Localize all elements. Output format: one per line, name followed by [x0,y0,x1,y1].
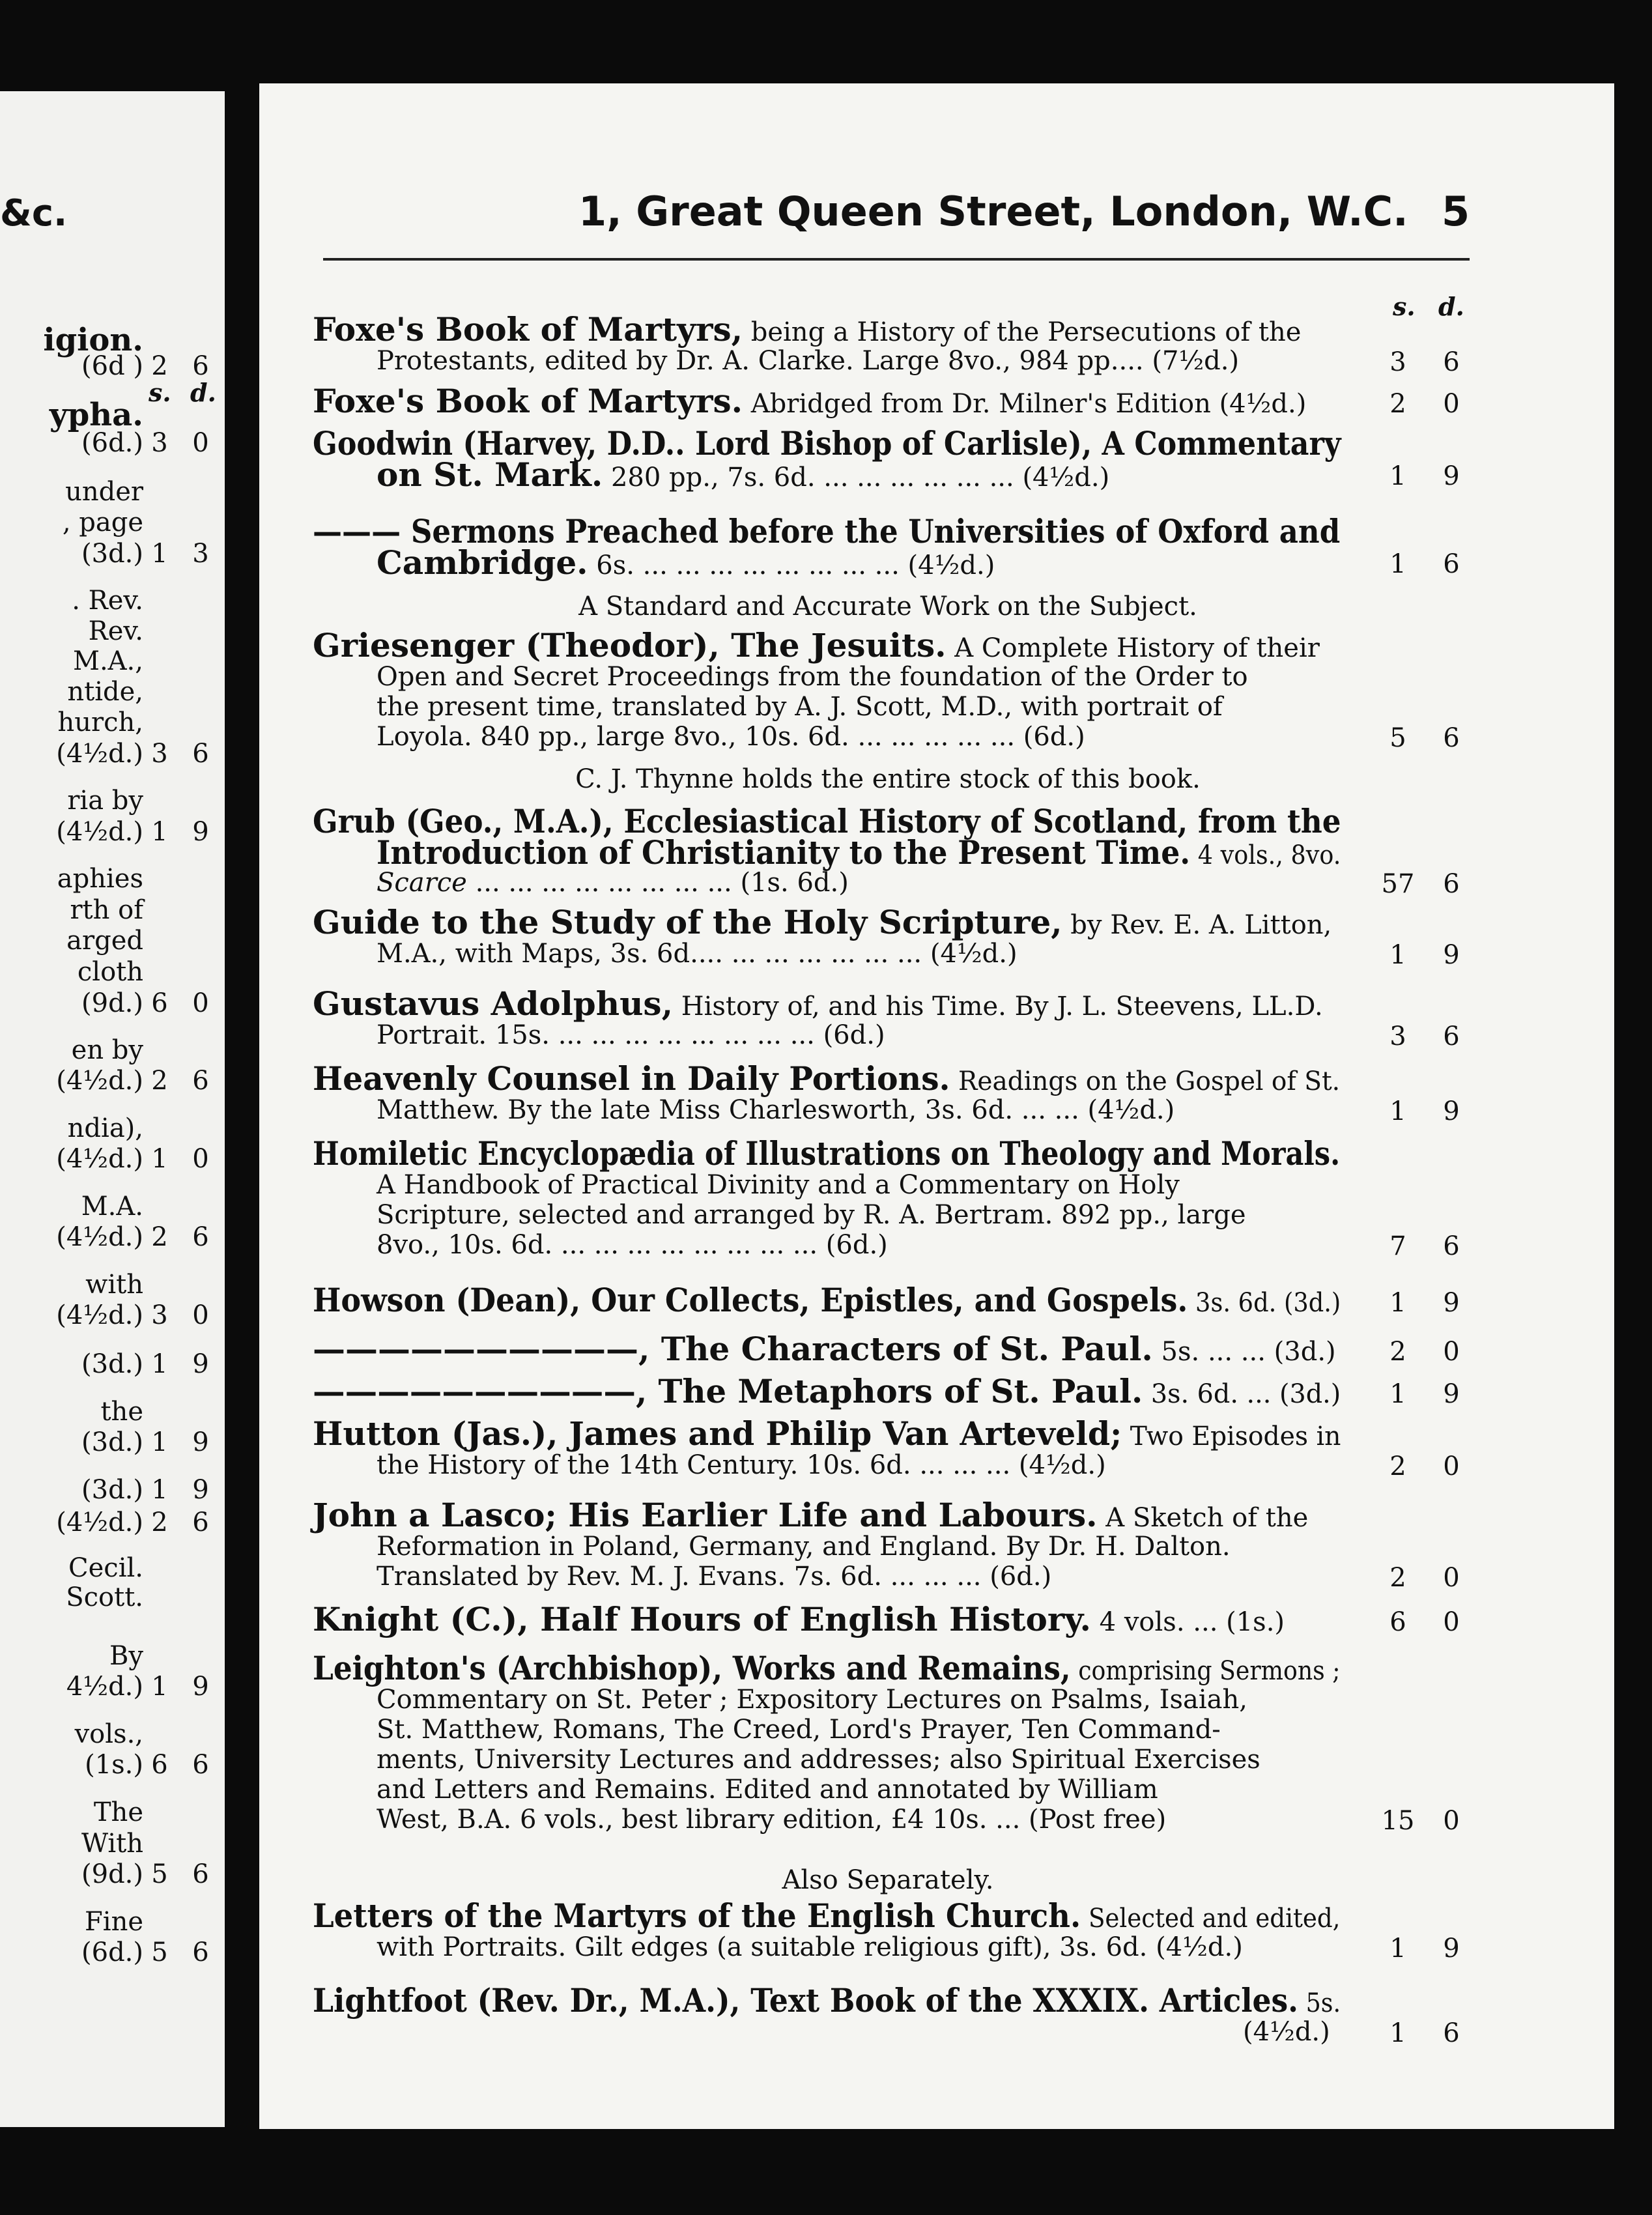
price-pence: 9 [1443,1379,1460,1409]
left-price-s: 1 [151,1349,168,1379]
left-line-text: (3d.) [81,1475,143,1505]
catalogue-note: A Standard and Accurate Work on the Subject. [578,592,1197,622]
price-pence: 0 [1443,1607,1460,1637]
entry-text: Reformation in Poland, Germany, and England. By Dr. H. Dalton. [377,1532,1231,1562]
price-pence: 9 [1443,940,1460,970]
left-price-s: 2 [151,1508,168,1537]
entry-text: St. Matthew, Romans, The Creed, Lord's Prayer, Ten Command- [377,1715,1221,1745]
entry-text: ments, University Lectures and addresses; also Spiritual Exercises [377,1745,1260,1775]
price-shillings: 2 [1389,389,1406,419]
catalogue-note: C. J. Thynne holds the entire stock of this book. [575,764,1201,794]
price-pence: 0 [1443,1337,1460,1367]
entry-title: Cambridge. [377,543,588,582]
entry-detail-line [377,868,849,898]
left-price-d: 0 [192,1300,209,1330]
entry-text: 3s. 6d. (3d.) [1188,1288,1341,1318]
entry-detail-line [377,543,995,582]
price-pence: 6 [1443,869,1460,899]
running-head: 1, Great Queen Street, London, W.C. [578,188,1408,235]
left-page-header: &c. [0,192,68,235]
left-line-text: (6d.) [81,1937,143,1967]
entry-text: 8vo., 10s. 6d. ... ... ... ... ... ... ... ... (6d.) [377,1230,888,1260]
price-pence: 6 [1443,1022,1460,1051]
left-price-d: 0 [192,988,209,1018]
entry-text: Protestants, edited by Dr. A. Clarke. Large 8vo., 984 pp.... (7½d.) [377,346,1240,376]
left-line-text: ntide, [67,677,143,707]
entry-title-line [313,1134,1341,1173]
left-price-s: 1 [151,539,168,569]
entry-text: M.A., with Maps, 3s. 6d.... ... ... ... ... ... ... (4½d.) [377,939,1018,969]
entry-text: being a History of the Persecutions of the [743,317,1302,347]
left-line-text: The [93,1797,143,1827]
left-price-d: 0 [192,1144,209,1174]
entry-detail-line [377,939,1018,969]
entry-text: 4 vols., 8vo. [1190,840,1341,870]
entry-title: ——————————, The Metaphors of St. Paul. [313,1372,1143,1410]
left-price-d: 6 [192,1508,209,1537]
left-price-s: 2 [151,1222,168,1252]
left-line-text: Scott. [66,1582,143,1612]
entry-detail-line [377,1170,1180,1200]
price-pence: 9 [1443,1934,1460,1964]
entry-text: the History of the 14th Century. 10s. 6d. ... ... ... (4½d.) [377,1450,1106,1480]
left-line-text: (9d.) [81,988,143,1018]
left-price-d: 6 [192,1859,209,1889]
entry-title: Letters of the Martyrs of the English Church. [313,1896,1081,1935]
entry-text: Open and Secret Proceedings from the foundation of the Order to [377,662,1248,692]
left-line-text: (4½d.) [56,1300,143,1330]
entry-title-line [313,903,1332,941]
left-price-d: 6 [192,1937,209,1967]
left-price-d: 9 [192,1672,209,1702]
entry-text: (4½d.) [1243,2017,1330,2047]
left-line-text: (3d.) [81,1349,143,1379]
entry-text: West, B.A. 6 vols., best library edition, £4 10s. ... (Post free) [377,1805,1167,1835]
left-line-text: 4½d.) [66,1672,143,1702]
left-line-text: cloth [77,957,143,987]
entry-text: Readings on the Gospel of St. [950,1066,1341,1096]
left-page-fragment [0,91,225,2127]
left-price-d: 6 [192,1222,209,1252]
left-price-s: 2 [151,351,168,381]
entry-title-line [313,1330,1336,1368]
entry-text: Abridged from Dr. Milner's Edition (4½d.) [743,389,1307,419]
entry-text: Two Episodes in [1122,1422,1341,1451]
price-shillings: 1 [1389,1379,1406,1409]
left-price-d: 6 [192,351,209,381]
left-line-text: (1s.) [85,1750,143,1780]
entry-text: 3s. 6d. ... (3d.) [1143,1379,1341,1409]
entry-title: Guide to the Study of the Holy Scripture, [313,903,1062,941]
left-price-s: 5 [151,1859,168,1889]
price-shillings: 3 [1389,1022,1406,1051]
entry-text: 5s. ... ... (3d.) [1152,1337,1336,1367]
entry-title: Foxe's Book of Martyrs. [313,382,743,420]
entry-title-line [313,1600,1285,1638]
left-line-text: (9d.) [81,1859,143,1889]
left-line-text: the [100,1397,143,1427]
entry-title-line [313,802,1341,840]
entry-text: Loyola. 840 pp., large 8vo., 10s. 6d. ... ... ... ... ... (6d.) [377,722,1085,752]
left-line-text: (4½d.) [56,739,143,769]
left-price-d: 3 [192,539,209,569]
entry-detail-line [377,1932,1243,1962]
left-price-s: 1 [151,1427,168,1457]
left-line-text: arged [66,926,143,956]
left-line-text: (4½d.) [56,1066,143,1096]
price-shillings: 3 [1389,347,1406,377]
left-line-text: igion. [43,322,143,358]
left-line-text: (4½d.) [56,1144,143,1174]
entry-text: 280 pp., 7s. 6d. ... ... ... ... ... ... (4½d.) [603,463,1110,493]
entry-title: ——————————, The Characters of St. Paul. [313,1330,1153,1368]
price-pence: 6 [1443,549,1460,579]
entry-text: and Letters and Remains. Edited and annotated by William [377,1775,1158,1805]
left-line-text: Rev. [88,616,143,646]
entry-title: Knight (C.), Half Hours of English History. [313,1600,1091,1638]
price-pence: 6 [1443,347,1460,377]
left-price-s: 6 [151,1750,168,1780]
entry-title-line [313,1414,1341,1453]
left-line-text: ypha. [49,397,143,433]
price-shillings: 2 [1389,1563,1406,1593]
left-line-text: (3d.) [81,1427,143,1457]
price-shillings: 1 [1389,461,1406,491]
left-price-d: 6 [192,1066,209,1096]
left-price-d: 6 [192,1750,209,1780]
left-price-s: 1 [151,1672,168,1702]
entry-text: Commentary on St. Peter ; Expository Lectures on Psalms, Isaiah, [377,1685,1247,1715]
price-pence: 9 [1443,461,1460,491]
entry-title-line [313,626,1320,664]
entry-title-line [313,512,1341,550]
entry-text: Selected and edited, [1081,1904,1341,1934]
left-col-head-d: d. [190,378,216,407]
left-price-s: 5 [151,1937,168,1967]
entry-detail-line [377,722,1085,752]
price-shillings: 6 [1389,1607,1406,1637]
col-head-shillings: s. [1393,292,1416,321]
entry-title: John a Lasco; His Earlier Life and Labours. [313,1496,1098,1534]
catalogue-note: Also Separately. [782,1865,994,1895]
price-shillings: 1 [1389,1934,1406,1964]
left-price-s: 1 [151,817,168,847]
entry-detail-line [377,1095,1175,1125]
entry-title-line [313,1372,1341,1410]
entry-title: Homiletic Encyclopædia of Illustrations on Theology and Morals. [313,1134,1341,1173]
price-pence: 0 [1443,1563,1460,1593]
entry-title-line [313,1896,1341,1935]
entry-text: 6s. ... ... ... ... ... ... ... ... (4½d.) [588,550,995,580]
left-price-s: 3 [151,1300,168,1330]
left-price-s: 3 [151,428,168,458]
entry-title: Grub (Geo., M.A.), Ecclesiastical History of Scotland, from the [313,802,1341,840]
entry-italic-note: Scarce [377,868,467,898]
left-line-text: rth of [70,895,143,925]
entry-detail-line [377,346,1239,376]
price-pence: 9 [1443,1096,1460,1126]
price-pence: 0 [1443,389,1460,419]
left-line-text: hurch, [57,707,143,737]
left-line-text: . Rev. [72,586,143,616]
left-line-text: ndia), [67,1113,143,1143]
entry-title: Howson (Dean), Our Collects, Epistles, and Gospels. [313,1281,1188,1319]
entry-detail-line [377,1200,1246,1230]
entry-detail-line [1243,2017,1330,2047]
price-pence: 0 [1443,1806,1460,1836]
left-line-text: (6d ) [81,351,143,381]
entry-text: Matthew. By the late Miss Charlesworth, 3s. 6d. ... ... (4½d.) [377,1095,1175,1125]
left-line-text: With [81,1829,143,1859]
entry-detail-line [377,1805,1166,1835]
entry-text: the present time, translated by A. J. Scott, M.D., with portrait of [377,692,1223,722]
left-price-d: 9 [192,1427,209,1457]
left-line-text: with [85,1270,143,1300]
left-price-s: 1 [151,1144,168,1174]
left-line-text: Fine [85,1907,143,1937]
price-shillings: 1 [1389,940,1406,970]
entry-title: on St. Mark. [377,455,603,494]
entry-text: ... ... ... ... ... ... ... ... (1s. 6d.) [466,868,849,898]
left-line-text: M.A., [73,646,143,676]
entry-text: A Sketch of the [1097,1503,1309,1533]
entry-text: Scripture, selected and arranged by R. A. Bertram. 892 pp., large [377,1200,1246,1230]
entry-detail-line [377,1715,1221,1745]
entry-title-line [313,424,1341,463]
entry-detail-line [377,1685,1247,1715]
entry-detail-line [377,1532,1231,1562]
price-pence: 9 [1443,1288,1460,1318]
price-shillings: 1 [1389,549,1406,579]
price-pence: 6 [1443,723,1460,753]
left-line-text: ria by [67,786,143,816]
entry-detail-line [377,1020,885,1050]
entry-detail-line [377,455,1110,494]
left-price-d: 9 [192,817,209,847]
left-price-s: 3 [151,739,168,769]
left-col-head-s: s. [149,378,171,407]
entry-detail-line [377,1562,1051,1592]
left-line-text: M.A. [81,1192,143,1222]
left-line-text: (4½d.) [56,1508,143,1537]
price-shillings: 15 [1381,1806,1415,1836]
entry-title: Hutton (Jas.), James and Philip Van Arteveld; [313,1414,1122,1453]
entry-text: Translated by Rev. M. J. Evans. 7s. 6d. ... ... ... (6d.) [377,1562,1052,1592]
price-pence: 6 [1443,1231,1460,1261]
left-line-text: under [65,477,143,507]
left-price-d: 6 [192,739,209,769]
left-line-text: aphies [57,864,143,894]
entry-title-line [313,1981,1341,2020]
price-shillings: 2 [1389,1451,1406,1481]
left-line-text: en by [71,1035,143,1065]
entry-title-line [313,1496,1309,1534]
entry-detail-line [377,692,1223,722]
entry-title-line [313,984,1323,1023]
entry-title: Leighton's (Archbishop), Works and Remains, [313,1649,1071,1687]
entry-text: 4 vols. ... (1s.) [1090,1607,1285,1637]
left-line-text: vols., [74,1719,143,1749]
price-shillings: 1 [1389,1096,1406,1126]
price-pence: 6 [1443,2018,1460,2048]
entry-detail-line [377,662,1248,692]
page-header [259,188,1614,246]
header-rule [323,258,1470,261]
entry-text: A Handbook of Practical Divinity and a Commentary on Holy [377,1170,1180,1200]
entry-title-line [313,1281,1341,1319]
entry-title: Goodwin (Harvey, D.D.. Lord Bishop of Carlisle), A Commentary [313,424,1341,463]
left-price-s: 6 [151,988,168,1018]
left-price-d: 9 [192,1349,209,1379]
entry-title: Foxe's Book of Martyrs, [313,310,743,349]
entry-detail-line [377,833,1341,872]
price-pence: 0 [1443,1451,1460,1481]
entry-title: ——— Sermons Preached before the Universities of Oxford and [313,512,1341,550]
left-line-text: (4½d.) [56,1222,143,1252]
left-line-text: Cecil. [68,1553,143,1583]
entry-detail-line [377,1775,1158,1805]
entry-detail-line [377,1745,1260,1775]
entry-detail-line [377,1230,888,1260]
entry-text: A Complete History of their [946,633,1320,663]
col-head-pence: d. [1438,292,1464,321]
entry-title-line [313,1649,1341,1687]
price-shillings: 2 [1389,1337,1406,1367]
entry-text: History of, and his Time. By J. L. Steevens, LL.D. [672,992,1323,1022]
left-line-text: (4½d.) [56,817,143,847]
price-shillings: 1 [1389,1288,1406,1318]
entry-text: Portrait. 15s. ... ... ... ... ... ... ... ... (6d.) [377,1020,885,1050]
entry-title-line [313,382,1307,420]
entry-title: Lightfoot (Rev. Dr., M.A.), Text Book of the XXXIX. Articles. [313,1981,1299,2020]
entry-text: 5s. [1298,1988,1341,2018]
left-line-text: (3d.) [81,539,143,569]
entry-title: Griesenger (Theodor), The Jesuits. [313,626,947,664]
entry-title: Gustavus Adolphus, [313,984,673,1023]
entry-title-line [313,1059,1341,1098]
price-shillings: 5 [1389,723,1406,753]
entry-text: by Rev. E. A. Litton, [1062,910,1332,940]
left-price-s: 1 [151,1475,168,1505]
right-page [259,83,1614,2129]
left-line-text: , page [62,507,143,537]
entry-text: comprising Sermons ; [1070,1656,1341,1686]
entry-title: Heavenly Counsel in Daily Portions. [313,1059,950,1098]
entry-title: Introduction of Christianity to the Present Time. [377,833,1191,872]
entry-text: with Portraits. Gilt edges (a suitable religious gift), 3s. 6d. (4½d.) [377,1932,1243,1962]
left-line-text: By [109,1641,143,1671]
price-shillings: 57 [1381,869,1415,899]
price-shillings: 1 [1389,2018,1406,2048]
left-line-text: (6d.) [81,428,143,458]
price-shillings: 7 [1389,1231,1406,1261]
page-number: 5 [1442,188,1470,235]
entry-title-line [313,310,1302,349]
left-price-d: 9 [192,1475,209,1505]
left-price-d: 0 [192,428,209,458]
left-price-s: 2 [151,1066,168,1096]
entry-detail-line [377,1450,1106,1480]
